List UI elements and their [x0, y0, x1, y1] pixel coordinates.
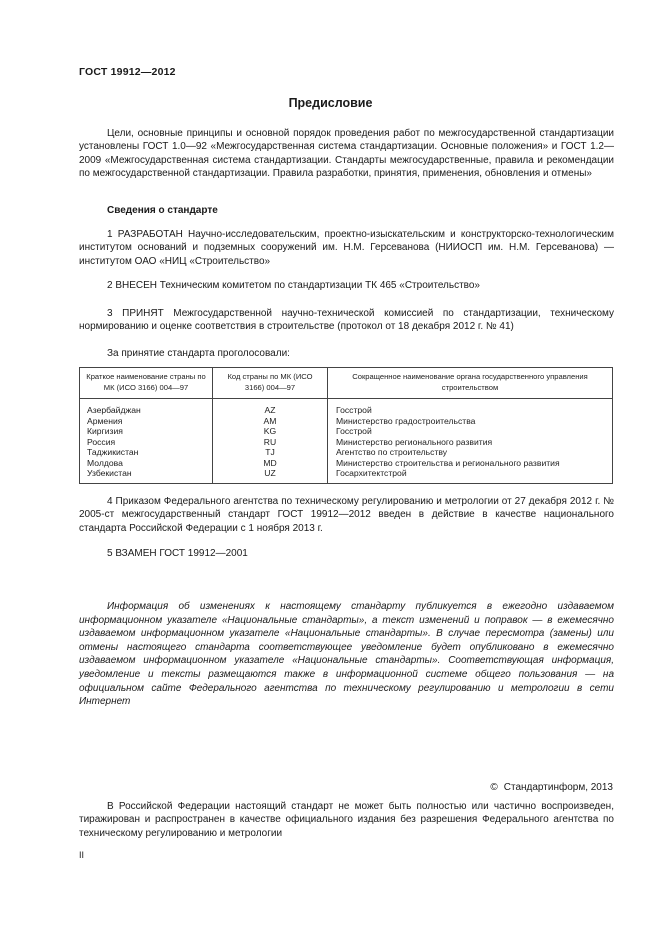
body-cell: Министерство регионального развития — [328, 437, 613, 448]
code-cell: AM — [213, 416, 328, 427]
table-row — [80, 458, 613, 469]
header-body: Сокращенное наименование органа государственного управления строительством — [328, 368, 613, 399]
code-cell: MD — [213, 458, 328, 469]
table-row — [80, 437, 613, 448]
copyright-text: Стандартинформ, 2013 — [503, 782, 613, 793]
country-cell: Азербайджан — [80, 399, 213, 416]
item-introduced: 2 ВНЕСЕН Техническим комитетом по стандартизации ТК 465 «Строительство» — [107, 280, 480, 291]
page-number: II — [79, 850, 85, 860]
amendments-info-notice: Информация об изменениях к настоящему стандарту публикуется в ежегодно издаваемом информационном указателе «Национальные стандарты», а текст изменений и поправок — в ежемесячно издаваемом информационном указателе «Национальные стандарты». В случае пересмотра (замены) или отмены настоящего стандарта соответствующее уведомление будет опубликовано в ежемесячно издаваемом информационном указателе «Национальные стандарты». Соответствующая информация, уведомление и тексты размещаются также в информационной системе общего пользования — на официальном сайте Федерального агентства по техническому регулированию и метрологии в сети Интернет — [79, 601, 614, 708]
country-cell: Россия — [80, 437, 213, 448]
body-cell: Госархитектстрой — [328, 468, 613, 483]
code-cell: TJ — [213, 447, 328, 458]
copyright-line — [490, 782, 613, 793]
intro-paragraph: Цели, основные принципы и основной порядок проведения работ по межгосударственной стандартизации установлены ГОСТ 1.0—92 «Межгосударственная система стандартизации. Основные положения» и ГОСТ 1.2—2009 «Межгосударственная система стандартизации. Стандарты межгосударственные, правила и рекомендации по межгосударственной стандартизации. Правила разработки, принятия, применения, обновления и отмены» — [79, 128, 614, 180]
copyright-icon: © — [490, 782, 498, 793]
item-replaces: 5 ВЗАМЕН ГОСТ 19912—2001 — [107, 548, 248, 559]
country-cell: Таджикистан — [80, 447, 213, 458]
body-cell: Министерство градостроительства — [328, 416, 613, 427]
body-cell: Госстрой — [328, 399, 613, 416]
item-developed: 1 РАЗРАБОТАН Научно-исследовательским, проектно-изыскательским и конструкторско-технологическим институтом оснований и подземных сооружений им. Н.М. Герсеванова (НИИОСП им. Н.М. Герсеванова) — институтом ОАО «НИЦ «Строительство» — [79, 229, 614, 267]
table-row — [80, 399, 613, 416]
vote-intro: За принятие стандарта проголосовали: — [107, 348, 290, 359]
code-cell: KG — [213, 426, 328, 437]
item-enacted: 4 Приказом Федерального агентства по техническому регулированию и метрологии от 27 декабря 2012 г. № 2005-ст межгосударственный стандарт ГОСТ 19912—2012 введен в действие в качестве национального стандарта Российской Федерации с 1 ноября 2013 г. — [79, 496, 614, 534]
header-code: Код страны по МК (ИСО 3166) 004—97 — [213, 368, 328, 399]
table-row — [80, 447, 613, 458]
country-cell: Молдова — [80, 458, 213, 469]
country-cell: Армения — [80, 416, 213, 427]
table-row — [80, 416, 613, 427]
code-cell: RU — [213, 437, 328, 448]
country-cell: Киргизия — [80, 426, 213, 437]
document-code: ГОСТ 19912—2012 — [79, 66, 176, 78]
reproduction-notice: В Российской Федерации настоящий стандарт не может быть полностью или частично воспроизведен, тиражирован и распространен в качестве официального издания без разрешения Федерального агентства по техническому регулированию и метрологии — [79, 801, 614, 839]
table-row — [80, 426, 613, 437]
country-cell: Узбекистан — [80, 468, 213, 483]
table-row — [80, 468, 613, 483]
body-cell: Агентство по строительству — [328, 447, 613, 458]
header-country: Краткое наименование страны по МК (ИСО 3166) 004—97 — [80, 368, 213, 399]
body-cell: Госстрой — [328, 426, 613, 437]
standard-info-heading: Сведения о стандарте — [107, 205, 218, 216]
code-cell: AZ — [213, 399, 328, 416]
code-cell: UZ — [213, 468, 328, 483]
body-cell: Министерство строительства и регионального развития — [328, 458, 613, 469]
item-adopted: 3 ПРИНЯТ Межгосударственной научно-технической комиссией по стандартизации, техническому нормированию и оценке соответствия в строительстве (протокол от 18 декабря 2012 г. № 41) — [79, 308, 614, 333]
vote-table-header-row — [80, 368, 613, 399]
vote-table — [79, 367, 613, 484]
page-title: Предисловие — [288, 96, 373, 110]
